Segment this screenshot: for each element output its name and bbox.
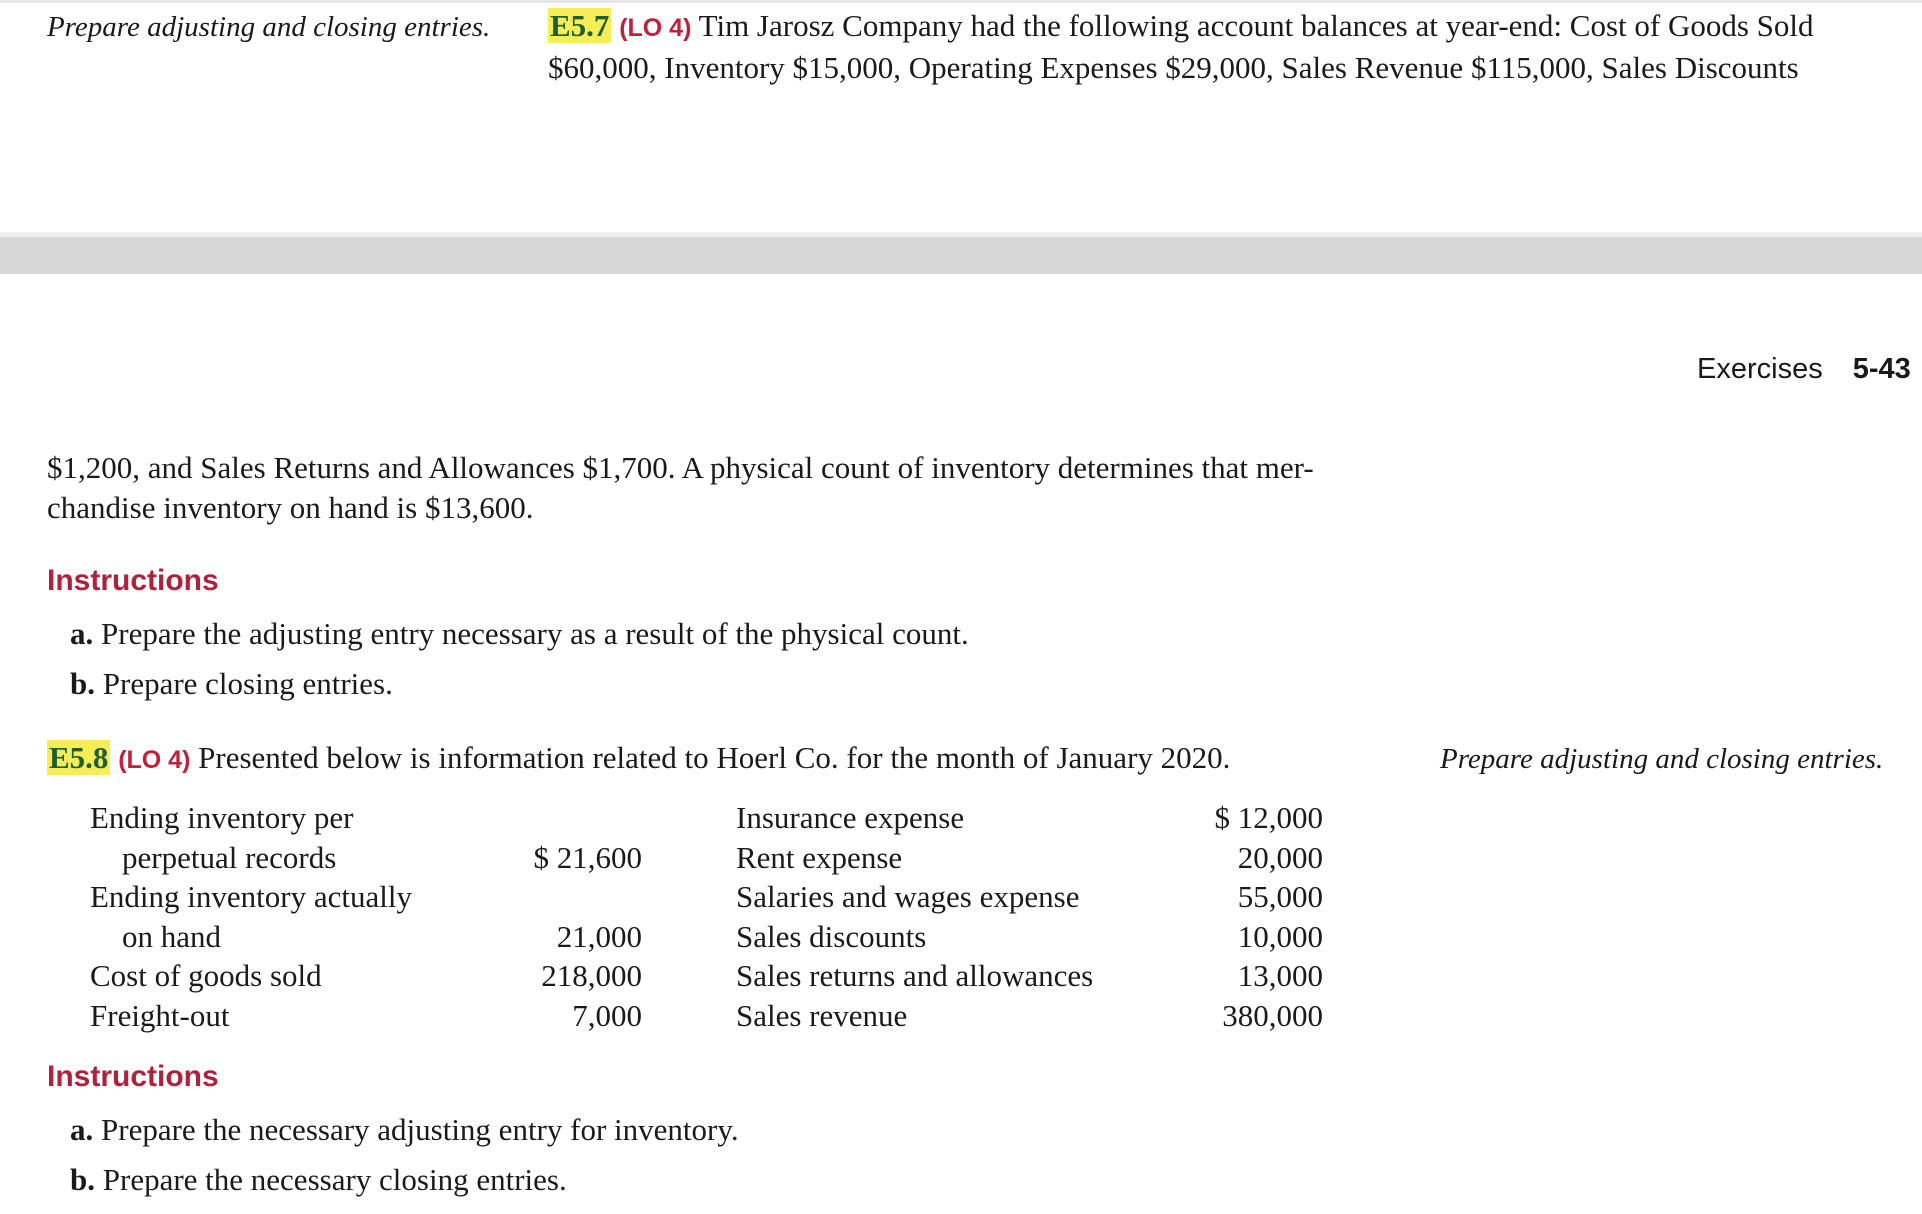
right-row-value: $ 12,000 xyxy=(1214,800,1323,835)
right-row-value: 55,000 xyxy=(1237,879,1323,914)
e57-line1-text: Tim Jarosz Company had the following account balances at year-end: Cost of Goods Sold xyxy=(698,8,1814,43)
table-row xyxy=(736,798,1323,838)
left-row-value: 218,000 xyxy=(541,958,642,993)
e58-right-table xyxy=(736,798,1323,1035)
table-row xyxy=(90,917,642,957)
page-divider xyxy=(0,232,1922,274)
e57-instruction-b-text: Prepare closing entries. xyxy=(102,666,393,701)
right-row-label: Salaries and wages expense xyxy=(736,879,1080,914)
e57-cont-line2: chandise inventory on hand is $13,600. xyxy=(47,490,534,525)
table-row xyxy=(90,956,642,996)
left-row-value: 21,000 xyxy=(556,918,642,954)
e58-margin-note: Prepare adjusting and closing entries. xyxy=(1440,743,1884,775)
e57-cont-line1: $1,200, and Sales Returns and Allowances $1,700. A physical count of inventory determines that mer- xyxy=(47,450,1314,485)
e58-header xyxy=(47,738,1387,780)
e57-margin-note: Prepare adjusting and closing entries. xyxy=(47,11,491,43)
left-row-label: Cost of goods sold xyxy=(90,958,322,993)
left-row-label: perpetual records xyxy=(122,839,337,875)
table-row xyxy=(90,798,642,838)
e58-lo-tag: (LO 4) xyxy=(118,746,191,774)
right-row-label: Sales returns and allowances xyxy=(736,958,1094,993)
e58-instruction-a xyxy=(70,1110,739,1150)
table-row xyxy=(90,877,642,917)
right-row-label: Rent expense xyxy=(736,839,903,875)
top-border xyxy=(0,0,1922,3)
e57-instruction-a-text: Prepare the adjusting entry necessary as a result of the physical count. xyxy=(101,616,969,651)
left-row-label: Ending inventory actually xyxy=(90,879,412,914)
table-row xyxy=(736,956,1323,996)
left-row-label: on hand xyxy=(122,918,222,954)
e57-instruction-a xyxy=(70,614,969,654)
e58-instruction-b xyxy=(70,1160,567,1200)
left-row-value: 7,000 xyxy=(572,997,642,1033)
table-row xyxy=(736,838,1323,878)
right-row-value: 20,000 xyxy=(1237,839,1323,875)
e57-instruction-a-letter: a. xyxy=(70,616,94,651)
e58-left-table xyxy=(90,798,642,1035)
running-head-page: 5-43 xyxy=(1852,353,1911,385)
e57-instructions-heading: Instructions xyxy=(47,564,219,597)
right-row-value: 10,000 xyxy=(1237,918,1323,954)
e57-header-text xyxy=(548,6,1878,88)
running-head xyxy=(1697,353,1911,386)
table-row xyxy=(736,917,1323,957)
left-row-label: Freight-out xyxy=(90,997,230,1033)
table-row xyxy=(90,838,642,878)
e58-intro: Presented below is information related to Hoerl Co. for the month of January 2020. xyxy=(198,740,1231,775)
right-row-value: 13,000 xyxy=(1237,958,1323,993)
e58-instruction-b-letter: b. xyxy=(70,1162,95,1197)
e58-instructions-heading: Instructions xyxy=(47,1060,219,1093)
e58-exercise-number: E5.8 xyxy=(49,740,109,775)
table-row xyxy=(736,996,1323,1036)
right-row-label: Sales discounts xyxy=(736,918,927,954)
right-row-label: Sales revenue xyxy=(736,997,908,1033)
table-row xyxy=(90,996,642,1036)
right-row-label: Insurance expense xyxy=(736,800,965,835)
table-row xyxy=(736,877,1323,917)
e58-instruction-a-text: Prepare the necessary adjusting entry for inventory. xyxy=(101,1112,739,1147)
e57-instruction-b xyxy=(70,664,393,704)
right-row-value: 380,000 xyxy=(1222,997,1323,1033)
e57-line2: $60,000, Inventory $15,000, Operating Expenses $29,000, Sales Revenue $115,000, Sales Discounts xyxy=(548,50,1799,85)
e58-instruction-b-text: Prepare the necessary closing entries. xyxy=(102,1162,567,1197)
e58-instruction-a-letter: a. xyxy=(70,1112,94,1147)
e57-continued xyxy=(47,448,1407,528)
e57-line1 xyxy=(548,6,1878,48)
e57-exercise-number: E5.7 xyxy=(550,8,610,43)
e57-instruction-b-letter: b. xyxy=(70,666,95,701)
running-head-label: Exercises xyxy=(1697,353,1823,385)
left-row-value: $ 21,600 xyxy=(533,839,642,875)
e57-lo-tag: (LO 4) xyxy=(619,14,692,42)
left-row-label: Ending inventory per xyxy=(90,800,354,835)
